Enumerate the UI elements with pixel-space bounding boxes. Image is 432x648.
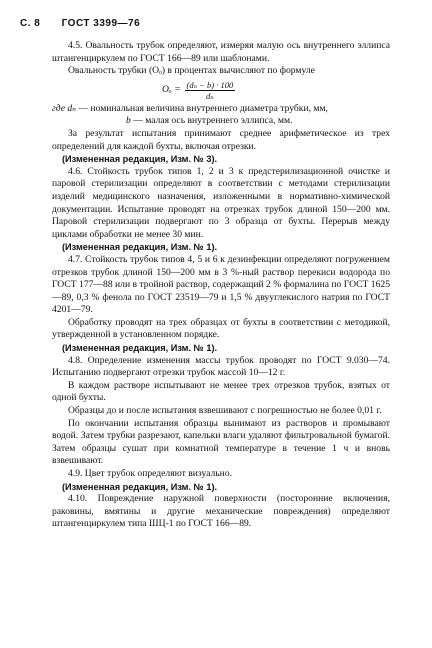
paragraph-4-9: 4.9. Цвет трубок определяют визуально. bbox=[68, 468, 233, 479]
document-body bbox=[52, 40, 390, 531]
amendment-note: (Измененная редакция, Изм. № 1). bbox=[62, 481, 218, 492]
legend-text: — номинальная величина внутреннего диаметра трубки, мм, bbox=[78, 102, 328, 114]
paragraph-4-8-b: В каждом растворе испытывают не менее трех отрезков трубок, взятых от одной бухты. bbox=[52, 379, 390, 404]
formula-fraction bbox=[185, 80, 236, 101]
paragraph-4-5: 4.5. Овальность трубок определяют, измеряя малую ось внутреннего эллипса штангенциркулем по ГОСТ 166—89 или шаблонами. bbox=[52, 40, 390, 64]
amendment-note: (Измененная редакция, Изм. № 1). bbox=[62, 242, 218, 253]
page-number: С. 8 bbox=[20, 18, 41, 29]
result-paragraph: За результат испытания принимают среднее арифметическое из трех определений для каждой бухты, включая отрезки. bbox=[52, 127, 390, 152]
formula-numerator: (dₙ − b) · 100 bbox=[186, 79, 234, 90]
page-header bbox=[20, 18, 158, 29]
amendment-note: (Измененная редакция, Изм. № 1). bbox=[62, 343, 218, 354]
ovality-formula bbox=[162, 80, 390, 101]
ovality-intro: Овальность трубки (Oₒ) в процентах вычисляют по формуле bbox=[68, 65, 315, 77]
paragraph-4-8: 4.8. Определение изменения массы трубок проводят по ГОСТ 9.030—74. Испытанию подвергают отрезки трубок массой 10—12 г. bbox=[52, 354, 390, 379]
paragraph-4-10: 4.10. Повреждение наружной поверхности (посторонние включения, раковины, вмятины и другие механические повреждения) определяют штангенциркулем типа ШЦ-1 по ГОСТ 166—89. bbox=[52, 493, 390, 530]
formula-lhs: Oₒ = bbox=[162, 83, 181, 95]
amendment-note: (Измененная редакция, Изм. № 3). bbox=[62, 154, 218, 165]
paragraph-4-6: 4.6. Стойкость трубок типов 1, 2 и 3 к предстерилизационной очистке и паровой стерилизации определяют в соответствии с методами стерилизации изделий медицинского назначения, изложенными в нормативно-химической документации. Испытание проводят на отрезках трубок длиной 150—200 мм. Паровой стерилизации подвергают по 3 образца от бухты. Перерыв между циклами обработки не менее 30 мин. bbox=[52, 165, 390, 240]
paragraph-4-7: 4.7. Стойкость трубок типов 4, 5 и 6 к дезинфекции определяют погружением отрезков трубок длиной 150—200 мм в 3 %-ный раствор перекиси водорода по ГОСТ 177—88 или в тройной раствор, содержащий 2 % формалина по ГОСТ 1625—89, 0,3 % фенола по ГОСТ 23519—79 и 1,5 % двууглекислого натрия по ГОСТ 4201—79. bbox=[52, 253, 390, 316]
paragraph-4-8-c: Образцы до и после испытания взвешивают с погрешностью не более 0,01 г. bbox=[68, 405, 382, 417]
formula-legend-2 bbox=[52, 115, 390, 128]
paragraph-4-7-b: Обработку проводят на трех образцах от бухты в соответствии с методикой, утвержденной в установленном порядке. bbox=[52, 316, 390, 341]
formula-denominator: dₙ bbox=[206, 90, 214, 101]
legend-symbol: где dₙ bbox=[52, 102, 77, 114]
standard-id: ГОСТ 3399—76 bbox=[61, 18, 141, 29]
formula-legend-1 bbox=[52, 103, 390, 116]
paragraph-4-8-d: По окончании испытания образцы вынимают из растворов и промывают водой. Затем трубки разрезают, капельки влаги удаляют фильтровальной бумагой. Затем образцы сушат при комнатной температуре в течение 1 ч и вновь взвешивают. bbox=[52, 417, 390, 467]
legend-symbol: b bbox=[126, 115, 131, 127]
legend-text: — малая ось внутреннего эллипса, мм. bbox=[133, 115, 293, 127]
